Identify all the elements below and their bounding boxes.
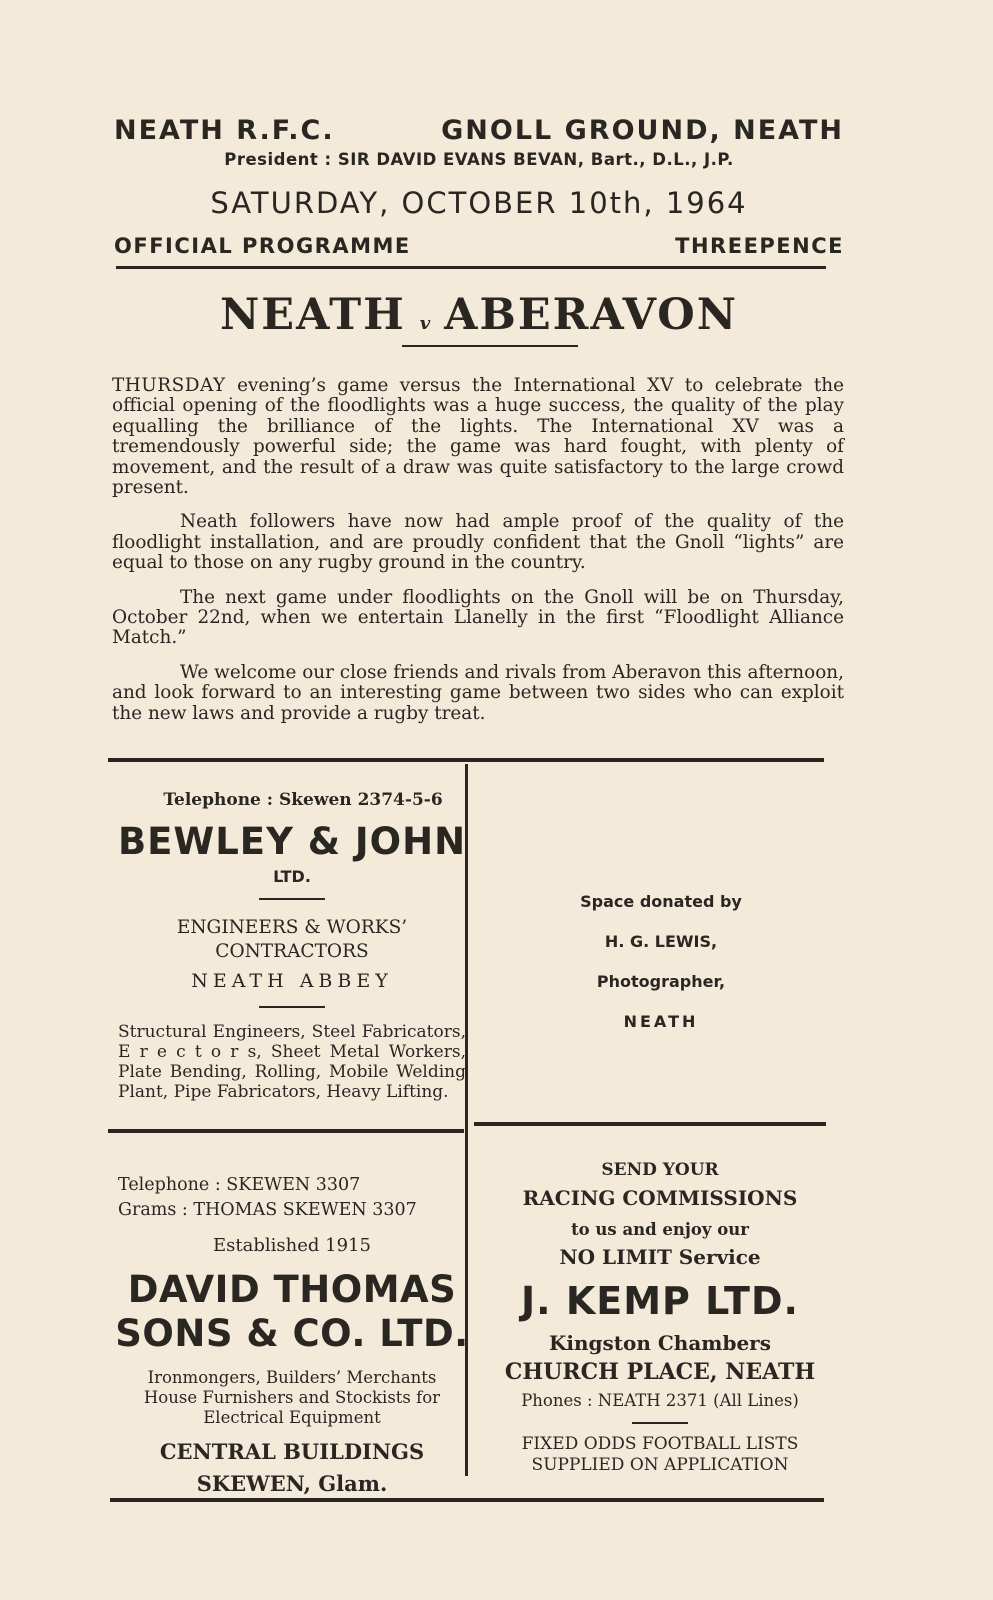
ground-name: GNOLL GROUND, NEATH	[441, 114, 844, 146]
ad-divider	[259, 898, 325, 900]
match-date: SATURDAY, OCTOBER 10th, 1964	[210, 186, 748, 220]
article-paragraph: THURSDAY evening’s game versus the International XV to celebrate the official opening of the floodlights was a huge success, the quality of the play equalling the brilliance of the lights. The International XV was a tremendously powerful side; the game was hard fought, with plenty of movement, and the result of a draw was quite satisfactory to the large crowd present.	[112, 375, 844, 499]
ad-phones: Phones : NEATH 2371 (All Lines)	[521, 1391, 799, 1410]
ad-line: Photographer,	[596, 972, 726, 991]
ad-grid-left-middle-rule	[108, 1129, 464, 1133]
ad-j-kemp	[478, 1160, 842, 1476]
ad-description: Structural Engineers, Steel Fabricators, E r e c t o r s, Sheet Metal Workers, Plate Bending, Rolling, Mobile Welding Plant, Pipe Fabricators, Heavy Lifting.	[118, 1022, 466, 1102]
article-paragraph: Neath followers have now had ample proof of the quality of the floodlight installation, and are proudly confident that the Gnoll “lights” are equal to those on any rugby ground in the country.	[112, 511, 844, 574]
club-name: NEATH R.F.C.	[114, 114, 335, 146]
match-title	[114, 290, 844, 340]
ad-ltd: LTD.	[273, 867, 311, 886]
ad-company-name: BEWLEY & JOHN	[117, 820, 467, 863]
ad-line: RACING COMMISSIONS	[522, 1186, 798, 1210]
ad-trade-line: CONTRACTORS	[215, 941, 369, 962]
ad-address: CHURCH PLACE, NEATH	[504, 1359, 816, 1385]
header-top-row	[114, 110, 844, 150]
ad-line: to us and enjoy our	[571, 1220, 749, 1239]
ad-footer: FIXED ODDS FOOTBALL LISTS	[521, 1434, 799, 1454]
ad-trade-line: ENGINEERS & WORKS’	[176, 917, 408, 938]
ad-place: NEATH ABBEY	[191, 970, 393, 992]
versus-mark: v	[419, 313, 431, 334]
ad-bewley-john	[112, 790, 472, 1102]
ad-line: SEND YOUR	[601, 1160, 719, 1180]
ad-david-thomas	[112, 1173, 472, 1500]
ad-company-name: DAVID THOMAS	[127, 1268, 457, 1311]
ad-grid-right-middle-rule	[474, 1122, 826, 1126]
header-rule	[116, 266, 826, 269]
ad-established: Established 1915	[213, 1235, 371, 1256]
ad-line: NO LIMIT Service	[559, 1245, 761, 1269]
ad-company-name: SONS & CO. LTD.	[115, 1312, 469, 1355]
ad-line: Space donated by	[580, 892, 742, 911]
ad-divider	[632, 1422, 688, 1424]
ad-grid-top-rule	[108, 758, 824, 762]
ad-company-name: J. KEMP LTD.	[521, 1279, 799, 1323]
programme-label: OFFICIAL PROGRAMME	[114, 234, 411, 258]
ad-telephone: Telephone : SKEWEN 3307	[118, 1175, 361, 1195]
ad-telephone: Telephone : Skewen 2374-5-6	[163, 790, 443, 810]
ad-footer: SUPPLIED ON APPLICATION	[531, 1455, 789, 1475]
article-paragraph: We welcome our close friends and rivals from Aberavon this afternoon, and look forward to an interesting game between two sides who can exploit the new laws and provide a rugby treat.	[112, 661, 844, 724]
ad-divider	[259, 1006, 325, 1008]
home-team: NEATH	[219, 290, 406, 340]
ad-line: H. G. LEWIS,	[604, 932, 718, 951]
away-team: ABERAVON	[444, 290, 738, 340]
ad-line: NEATH	[623, 1012, 699, 1031]
president-line: President : SIR DAVID EVANS BEVAN, Bart., D.L., J.P.	[224, 150, 734, 169]
price-label: THREEPENCE	[675, 234, 844, 258]
ad-grams: Grams : THOMAS SKEWEN 3307	[118, 1200, 417, 1220]
ad-address: Kingston Chambers	[549, 1331, 771, 1355]
header-bottom-row	[114, 234, 844, 258]
article-paragraph: The next game under floodlights on the Gnoll will be on Thursday, October 22nd, when we entertain Llanelly in the first “Floodlight Alliance Match.”	[112, 586, 844, 649]
title-rule	[402, 345, 578, 347]
ad-hg-lewis	[480, 892, 842, 1052]
article	[112, 376, 844, 738]
ad-address: SKEWEN, Glam.	[196, 1471, 388, 1496]
ad-address: CENTRAL BUILDINGS	[159, 1439, 425, 1464]
ad-description: Ironmongers, Builders’ Merchants House Furnishers and Stockists for Electrical Equipment	[143, 1368, 441, 1427]
